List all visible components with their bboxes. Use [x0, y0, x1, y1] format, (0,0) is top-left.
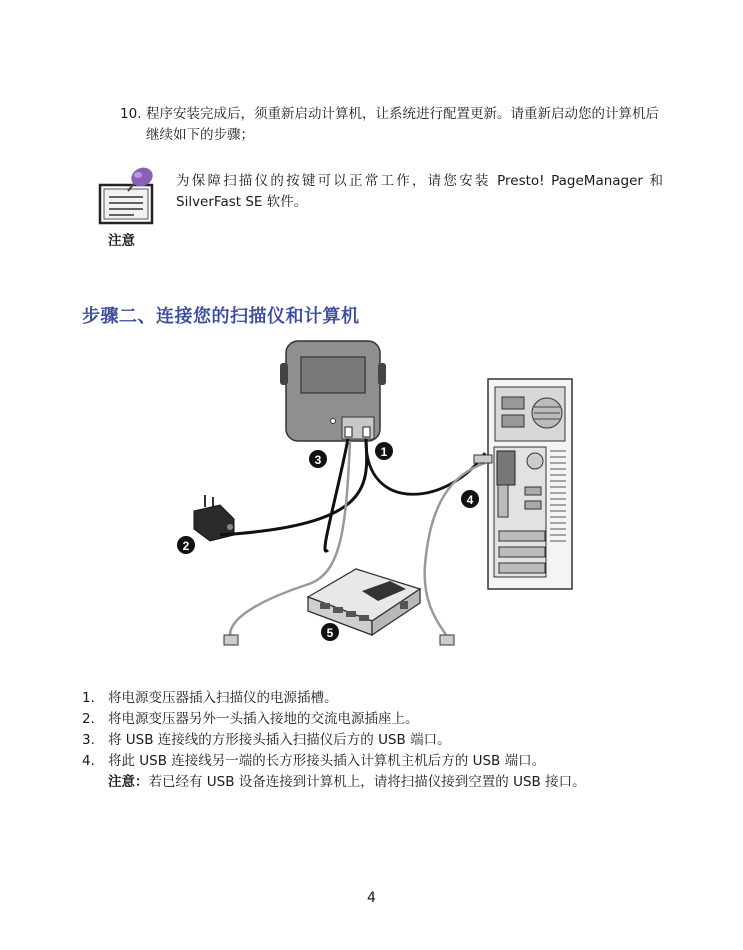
callout-5-label: 5: [326, 626, 334, 640]
step-note-label: 注意：: [108, 774, 149, 790]
step-text: 将电源变压器另外一头插入接地的交流电源插座上。: [108, 711, 419, 727]
callout-2-label: 2: [182, 539, 190, 553]
step-note-text: 若已经有 USB 设备连接到计算机上，请将扫描仪接到空置的 USB 接口。: [148, 774, 586, 790]
step-10: [120, 104, 665, 146]
note-label: 注意: [108, 233, 135, 249]
page-number: 4: [367, 890, 376, 906]
step-text: 将电源变压器插入扫描仪的电源插槽。: [108, 690, 338, 706]
step-10-number: 10.: [120, 106, 142, 122]
scanner-illustration: [280, 341, 386, 441]
step-number: 1.: [82, 690, 95, 706]
step-text: 将此 USB 连接线另一端的长方形接头插入计算机主机后方的 USB 端口。: [108, 753, 546, 769]
step-text: 将 USB 连接线的方形接头插入扫描仪后方的 USB 端口。: [108, 732, 451, 748]
section-title: 步骤二、连接您的扫描仪和计算机: [82, 306, 360, 327]
step-number: 4.: [82, 753, 95, 769]
computer-illustration: [488, 379, 572, 589]
steps-list: [82, 688, 682, 793]
list-item: [82, 730, 682, 751]
callout-4: [461, 490, 479, 508]
callout-3-label: 3: [314, 453, 322, 467]
callout-4-label: 4: [466, 493, 474, 507]
step-number: 3.: [82, 732, 95, 748]
callout-5: [321, 623, 339, 641]
connection-diagram: [150, 335, 590, 665]
step-number: 2.: [82, 711, 95, 727]
callout-1: [375, 442, 393, 460]
list-item: [82, 709, 682, 730]
callout-1-label: 1: [380, 445, 388, 459]
step-10-text: 程序安装完成后，须重新启动计算机，让系统进行配置更新。请重新启动您的计算机后继续如下的步骤；: [146, 106, 659, 143]
callout-3: [309, 450, 327, 468]
list-item: [82, 751, 682, 772]
list-item: [82, 688, 682, 709]
step-note: [82, 772, 682, 793]
note-text: 为保障扫描仪的按键可以正常工作，请您安装 Presto! PageManager 和 SilverFast SE 软件。: [176, 173, 663, 210]
callout-2: [177, 536, 195, 554]
pushpin-note-icon: [98, 165, 158, 227]
